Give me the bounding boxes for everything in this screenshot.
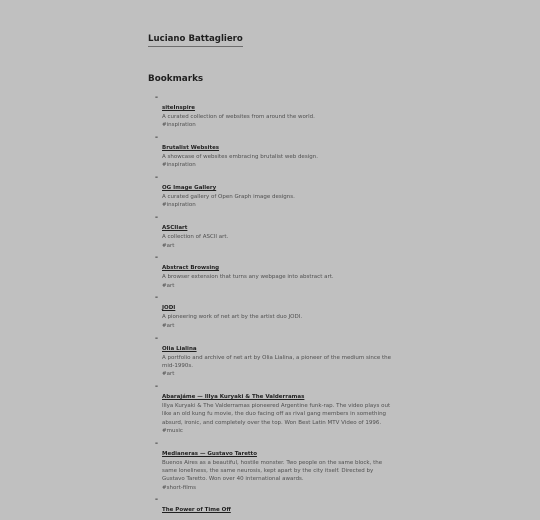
bookmark-link[interactable]: The Power of Time Off [162, 507, 231, 514]
bookmark-link[interactable]: Olia Lialina [162, 345, 197, 352]
bullet-dash: – [155, 439, 158, 447]
bookmark-item [155, 134, 395, 170]
bookmark-item [155, 496, 395, 515]
bookmark-item [155, 383, 395, 435]
bookmark-list [155, 94, 395, 520]
bullet-dash: – [155, 294, 158, 302]
bookmark-link[interactable]: OG Image Gallery [162, 185, 217, 192]
bookmark-link[interactable]: siteInspire [162, 105, 196, 111]
bookmark-description: Buenos Aires as a beautiful, hostile monster. Two people on the same block, the same loneliness, the same neurosis, kept apart by the city itself. Directed by Gustavo Taretto. Won over 40 international awards. [162, 459, 383, 483]
bookmark-item [155, 214, 395, 250]
bookmark-tag: #art [162, 282, 175, 289]
site-title-link[interactable]: Luciano Battagliero [148, 34, 243, 47]
bookmark-description: A curated collection of websites from around the world. [162, 114, 315, 120]
bullet-dash: – [155, 94, 158, 101]
bookmark-description: A portfolio and archive of net art by Olia Lialina, a pioneer of the medium since the mid-1990s. [162, 354, 392, 369]
bullet-dash: – [155, 382, 158, 390]
bullet-dash: – [155, 134, 158, 142]
bookmark-description: A showcase of websites embracing brutalist web design. [162, 154, 318, 161]
bookmark-item [155, 254, 395, 290]
bookmark-tag: #music [162, 427, 183, 434]
bullet-dash: – [155, 496, 158, 504]
bookmark-tag: #inspiration [162, 122, 196, 129]
bookmark-tag: #art [162, 322, 175, 329]
bookmark-link[interactable]: Abstract Browsing [162, 265, 220, 272]
bullet-dash: – [155, 214, 158, 222]
bookmark-link[interactable]: Abarajáme — Illya Kuryaki & The Valderramas [162, 393, 305, 400]
bookmark-item [155, 94, 395, 130]
bookmark-link[interactable]: JODI [162, 305, 176, 312]
bookmark-description: A curated gallery of Open Graph image designs. [162, 194, 295, 201]
bookmark-tag: #short-films [162, 484, 196, 491]
bookmark-description: A browser extension that turns any webpage into abstract art. [162, 274, 334, 281]
bookmark-item [155, 440, 395, 492]
bookmark-description: Illya Kuryaki & The Valderramas pioneered Argentine funk-rap. The video plays out like an old kung fu movie, the duo facing off as rival gang members in something absurd, ironic, and completely over the top. Won Best Latin MTV Video of 1996. [162, 402, 391, 426]
bookmark-tag: #inspiration [162, 202, 196, 209]
bookmark-link[interactable]: Brutalist Websites [162, 145, 220, 152]
bookmark-item [155, 174, 395, 210]
page-title: Bookmarks [148, 74, 204, 84]
bookmark-description: A pioneering work of net art by the artist duo JODI. [162, 314, 303, 321]
bookmark-tag: #art [162, 371, 175, 378]
bookmark-tag: #inspiration [162, 162, 196, 169]
bookmark-item [155, 294, 395, 330]
bookmark-item [155, 335, 395, 379]
bookmark-link[interactable]: ASCIIart [162, 225, 188, 232]
bookmark-link[interactable]: Medianeras — Gustavo Taretto [162, 450, 257, 457]
bookmark-tag: #art [162, 242, 175, 249]
bullet-dash: – [155, 334, 158, 342]
bookmark-description: A collection of ASCII art. [162, 234, 229, 241]
bullet-dash: – [155, 174, 158, 182]
bullet-dash: – [155, 254, 158, 262]
